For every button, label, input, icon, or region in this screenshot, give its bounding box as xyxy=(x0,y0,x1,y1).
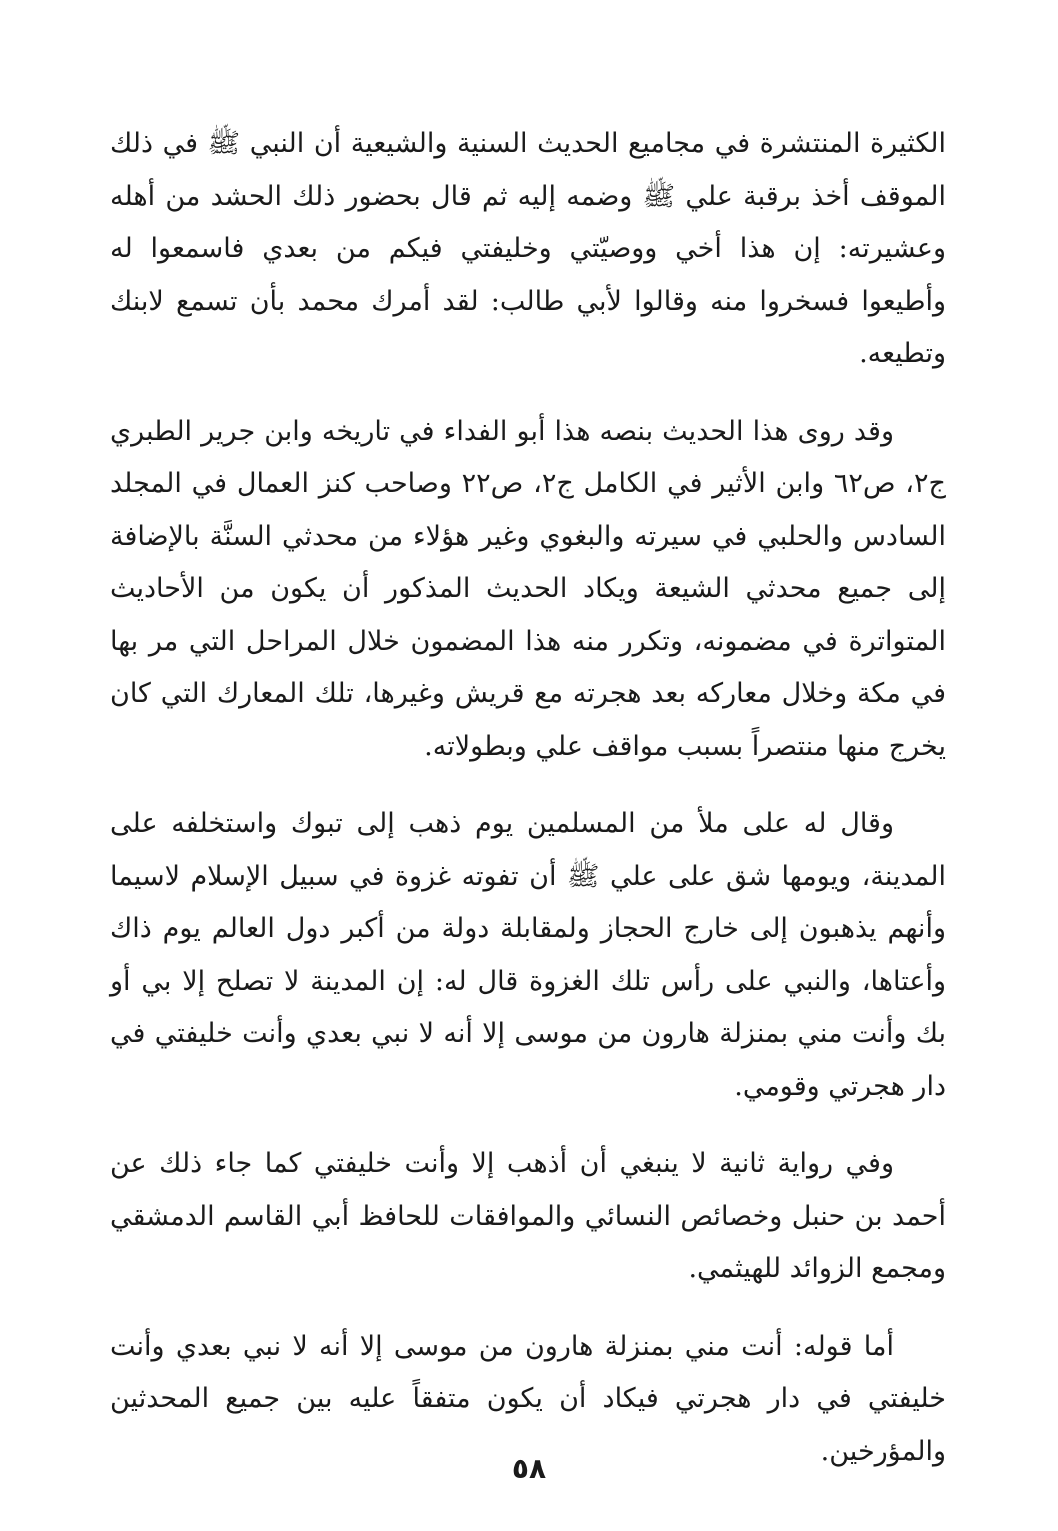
paragraph-2: وقد روى هذا الحديث بنصه هذا أبو الفداء في تاريخه وابن جرير الطبري ج٢، ص٦٢ وابن الأثير في الكامل ج٢، ص٢٢ وصاحب كنز العمال في المجلد السادس والحلبي في سيرته والبغوي وغير هؤلاء من محدثي السنَّة بالإضافة إلى جميع محدثي الشيعة ويكاد الحديث المذكور أن يكون من الأحاديث المتواترة في مضمونه، وتكرر منه هذا المضمون خلال المراحل التي مر بها في مكة وخلال معاركه بعد هجرته مع قريش وغيرها، تلك المعارك التي كان يخرج منها منتصراً بسبب مواقف علي وبطولاته. xyxy=(110,415,946,762)
page-number: ٥٨ xyxy=(511,1452,547,1485)
paragraph-4: وفي رواية ثانية لا ينبغي أن أذهب إلا وأنت خليفتي كما جاء ذلك عن أحمد بن حنبل وخصائص النسائي والموافقات للحافظ أبي القاسم الدمشقي ومجمع الزوائد للهيثمي. xyxy=(110,1148,946,1284)
paragraph-3: وقال له على ملأ من المسلمين يوم ذهب إلى تبوك واستخلفه على المدينة، ويومها شق على علي ﷺ أن تفوته غزوة في سبيل الإسلام لاسيما وأنهم يذهبون إلى خارج الحجاز ولمقابلة دولة من أكبر دول العالم يوم ذاك وأعتاها، والنبي على رأس تلك الغزوة قال له: إن المدينة لا تصلح إلا بي أو بك وأنت مني بمنزلة هارون من موسى إلا أنه لا نبي بعدي وأنت خليفتي في دار هجرتي وقومي. xyxy=(110,808,946,1102)
paragraph-1: الكثيرة المنتشرة في مجاميع الحديث السنية والشيعية أن النبي ﷺ في ذلك الموقف أخذ برقبة علي ﷺ وضمه إليه ثم قال بحضور ذلك الحشد من أهله وعشيرته: إن هذا أخي ووصيّتي وخليفتي فيكم من بعدي فاسمعوا له وأطيعوا فسخروا منه وقالوا لأبي طالب: لقد أمرك محمد بأن تسمع لابنك وتطيعه. xyxy=(110,128,946,369)
body-text xyxy=(110,118,946,1503)
paragraph-5: أما قوله: أنت مني بمنزلة هارون من موسى إلا أنه لا نبي بعدي وأنت خليفتي في دار هجرتي فيكاد أن يكون متفقاً عليه بين جميع المحدثين والمؤرخين. xyxy=(110,1330,946,1467)
